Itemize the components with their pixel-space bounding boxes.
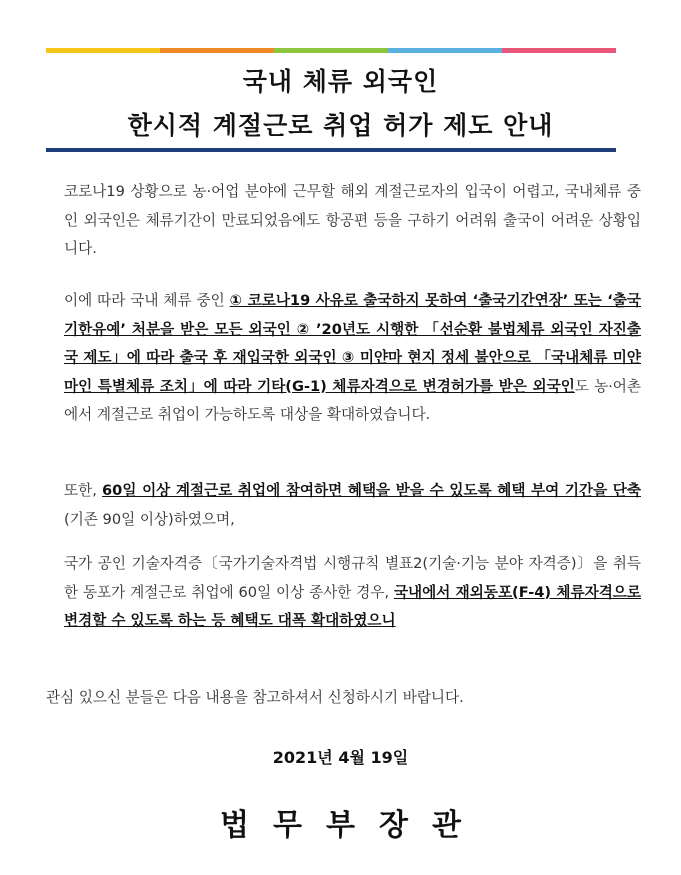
- stripe-segment: [46, 48, 160, 53]
- title-line-2: 한시적 계절근로 취업 허가 제도 안내: [127, 111, 554, 140]
- stripe-segment: [274, 48, 388, 53]
- paragraph-expanded-eligibility: [46, 287, 641, 430]
- stripe-segment: [502, 48, 616, 53]
- paragraph-closing: 관심 있으신 분들은 다음 내용을 참고하셔서 신청하시기 바랍니다.: [46, 689, 464, 706]
- header-color-stripe: [46, 48, 616, 53]
- p2-outro-text: 도 농·어촌에서 계절근로 취업이 가능하도록 대상을 확대하였습니다.: [64, 377, 642, 423]
- p2-intro-text: 이에 따라 국내 체류 중인: [64, 292, 230, 309]
- stripe-segment: [160, 48, 274, 53]
- issue-date: 2021년 4월 19일: [272, 748, 409, 767]
- p3-outro-text: (기존 90일 이상)하였으며,: [64, 510, 235, 528]
- paragraph-f4-benefit: [46, 550, 641, 636]
- minister-signature: 법무부장관: [220, 808, 485, 843]
- p2-highlight-text: ① 코로나19 사유로 출국하지 못하여 ‘출국기간연장’ 또는 ‘출국기한유예’ 처분을 받은 모든 외국인 ② ’20년도 시행한 「선순환 불법체류 외국인 자진출국 제도」에 따라 출국 후 재입국한 외국인 ③ 미얀마 현지 정세 불안으로 「국내체류 미얀마인 특별체류 조치」에 따라 기타(G-1) 체류자격으로 변경허가를 받은 외국인: [64, 292, 642, 395]
- title-line-1: 국내 체류 외국인: [242, 67, 439, 96]
- document-title: [0, 60, 681, 148]
- paragraph-background: 코로나19 상황으로 농·어업 분야에 근무할 해외 계절근로자의 입국이 어렵고, 국내체류 중인 외국인은 체류기간이 만료되었음에도 항공편 등을 구하기 어려워 출국이 어려운 상황입니다.: [64, 183, 641, 257]
- p3-intro-text: 또한,: [64, 482, 103, 499]
- p4-intro-text: 국가 공인 기술자격증〔국가기술자격법 시행규칙 별표2(기술·기능 분야 자격증)〕을 취득한 동포가 계절근로 취업에 60일 이상 종사한 경우,: [64, 555, 641, 601]
- paragraph-period-reduction: [46, 477, 641, 534]
- p4-highlight-text: 국내에서 재외동포(F-4) 체류자격으로 변경할 수 있도록 하는 등 혜택도 대폭 확대하였으니: [64, 583, 641, 629]
- stripe-segment: [388, 48, 502, 53]
- p3-highlight-text: 60일 이상 계절근로 취업에 참여하면 혜택을 받을 수 있도록 혜택 부여 기간을 단축: [102, 482, 641, 499]
- title-underline-rule: [46, 148, 616, 152]
